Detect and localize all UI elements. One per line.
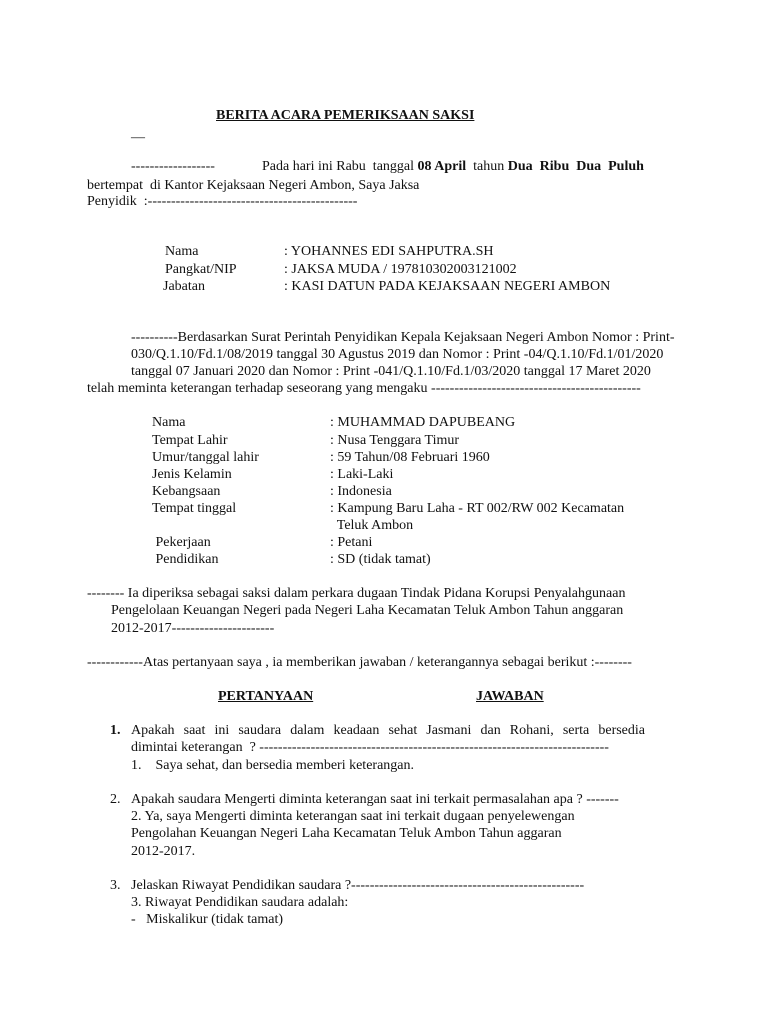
investigator-label: Pangkat/NIP — [165, 262, 237, 277]
question-text: Jelaskan Riwayat Pendidikan saudara ?-------------------------------------------------- — [131, 878, 585, 893]
question-number: 2. — [110, 792, 121, 807]
intro-year: Dua Ribu Dua Puluh — [507, 159, 644, 174]
title-dash: — — [131, 130, 145, 145]
intro-mid: tahun — [466, 159, 508, 174]
answer-text: 3. Riwayat Pendidikan saudara adalah: — [131, 895, 349, 910]
investigator-value: : YOHANNES EDI SAHPUTRA.SH — [284, 244, 494, 259]
document-title: BERITA ACARA PEMERIKSAAN SAKSI — [216, 108, 475, 123]
question-header: PERTANYAAN — [218, 689, 314, 704]
basis-line: ----------Berdasarkan Surat Perintah Penyidikan Kepala Kejaksaan Negeri Ambon Nomor : Print- — [131, 330, 675, 345]
basis-line: telah meminta keterangan terhadap seseorang yang mengaku --------------------------------------------- — [87, 381, 641, 396]
question-text: dimintai keterangan ? --------------------------------------------------------------------------- — [131, 740, 609, 755]
investigator-label: Jabatan — [163, 279, 205, 294]
intro-pre: Pada hari ini Rabu tanggal — [262, 159, 418, 174]
case-line: -------- Ia diperiksa sebagai saksi dalam perkara dugaan Tindak Pidana Korupsi Penyalahgunaan — [87, 586, 626, 601]
question-text: Apakah saat ini saudara dalam keadaan sehat Jasmani dan Rohani, serta bersedia — [131, 723, 645, 738]
intro-line-3: Penyidik :--------------------------------------------- — [87, 194, 358, 209]
investigator-value: : KASI DATUN PADA KEJAKSAAN NEGERI AMBON — [284, 279, 611, 294]
answer-intro: ------------Atas pertanyaan saya , ia memberikan jawaban / keterangannya sebagai berikut :-------- — [87, 655, 632, 670]
case-line: 2012-2017---------------------- — [111, 621, 275, 636]
witness-value: : SD (tidak tamat) — [330, 552, 431, 567]
witness-label: Tempat tinggal — [152, 501, 237, 516]
witness-value: : MUHAMMAD DAPUBEANG — [330, 415, 516, 430]
basis-line: tanggal 07 Januari 2020 dan Nomor : Print -041/Q.1.10/Fd.1/03/2020 tanggal 17 Maret 2020 — [131, 364, 651, 379]
witness-label: Pekerjaan — [152, 535, 211, 550]
witness-label: Umur/tanggal lahir — [152, 450, 259, 465]
question-number: 3. — [110, 878, 121, 893]
witness-label: Kebangsaan — [152, 484, 221, 499]
answer-text: 1. Saya sehat, dan bersedia memberi keterangan. — [131, 758, 415, 773]
investigator-value: : JAKSA MUDA / 197810302003121002 — [284, 262, 517, 277]
witness-value: Teluk Ambon — [330, 518, 414, 533]
witness-value: : Nusa Tenggara Timur — [330, 433, 460, 448]
intro-dashes: ------------------ — [131, 159, 215, 174]
witness-value: : 59 Tahun/08 Februari 1960 — [330, 450, 490, 465]
answer-text: 2. Ya, saya Mengerti diminta keterangan saat ini terkait dugaan penyelewengan — [131, 809, 575, 824]
intro-line-2: bertempat di Kantor Kejaksaan Negeri Ambon, Saya Jaksa — [87, 178, 420, 193]
basis-line: 030/Q.1.10/Fd.1/08/2019 tanggal 30 Agustus 2019 dan Nomor : Print -04/Q.1.10/Fd.1/01/2020 — [131, 347, 664, 362]
case-line: Pengelolaan Keuangan Negeri pada Negeri Laha Kecamatan Teluk Ambon Tahun anggaran — [111, 603, 624, 618]
question-number: 1. — [110, 723, 121, 738]
intro-line-1 — [262, 158, 644, 175]
intro-date: 08 April — [417, 159, 467, 174]
answer-text: 2012-2017. — [131, 844, 196, 859]
witness-label: Pendidikan — [152, 552, 219, 567]
witness-value: : Indonesia — [330, 484, 392, 499]
question-text: Apakah saudara Mengerti diminta keterangan saat ini terkait permasalahan apa ? ------- — [131, 792, 619, 807]
witness-label: Jenis Kelamin — [152, 467, 232, 482]
answer-header: JAWABAN — [476, 689, 544, 704]
witness-value: : Kampung Baru Laha - RT 002/RW 002 Kecamatan — [330, 501, 625, 516]
witness-label: Tempat Lahir — [152, 433, 228, 448]
answer-text: - Miskalikur (tidak tamat) — [131, 912, 284, 927]
witness-label: Nama — [152, 415, 186, 430]
answer-text: Pengolahan Keuangan Negeri Laha Kecamatan Teluk Ambon Tahun aggaran — [131, 826, 562, 841]
witness-value: : Petani — [330, 535, 373, 550]
witness-value: : Laki-Laki — [330, 467, 394, 482]
investigator-label: Nama — [165, 244, 199, 259]
